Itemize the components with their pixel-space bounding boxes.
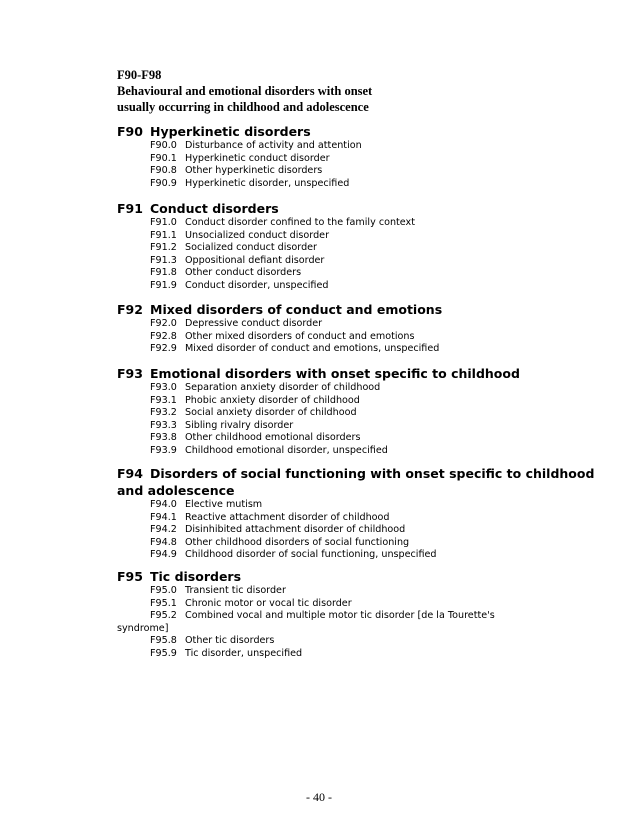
section-title: Mixed disorders of conduct and emotions	[150, 302, 443, 317]
item-label: Hyperkinetic disorder, unspecified	[185, 177, 350, 189]
list-item	[150, 331, 537, 344]
list-item	[150, 585, 537, 598]
section-title: Tic disorders	[150, 569, 242, 584]
section-heading	[117, 568, 537, 585]
item-code: F93.8	[150, 432, 177, 443]
list-item	[150, 598, 537, 611]
section-f92	[117, 301, 537, 356]
item-label: Unsocialized conduct disorder	[185, 229, 330, 241]
item-code: F94.1	[150, 511, 177, 523]
item-label: Reactive attachment disorder of childhood	[185, 511, 390, 523]
list-item	[150, 267, 537, 280]
item-code: F93.0	[150, 382, 177, 393]
item-label: Chronic motor or vocal tic disorder	[185, 597, 352, 609]
item-code: F91.0	[150, 217, 177, 228]
list-item	[150, 512, 537, 525]
code-range: F90-F98	[117, 68, 162, 82]
list-item	[150, 280, 537, 293]
item-label: Hyperkinetic conduct disorder	[185, 152, 330, 164]
item-code: F93.2	[150, 407, 177, 418]
item-label: Conduct disorder confined to the family context	[185, 217, 415, 228]
item-list	[150, 499, 537, 562]
list-item	[150, 407, 537, 420]
item-label: Oppositional defiant disorder	[185, 254, 325, 266]
item-code: F95.1	[150, 597, 177, 609]
document-header	[117, 67, 537, 115]
item-code: F90.9	[150, 177, 177, 189]
section-f93	[117, 365, 537, 457]
item-label: Childhood emotional disorder, unspecified	[185, 444, 388, 456]
section-title: Disorders of social functioning with onset specific to childhood	[150, 466, 595, 481]
section-code: F92	[117, 302, 143, 317]
item-label: Other conduct disorders	[185, 267, 302, 278]
item-code: F93.1	[150, 394, 177, 406]
item-label: Social anxiety disorder of childhood	[185, 407, 357, 418]
list-item	[150, 318, 537, 331]
item-list	[150, 635, 537, 660]
item-code: F91.1	[150, 229, 177, 241]
item-label: Phobic anxiety disorder of childhood	[185, 394, 360, 406]
list-item	[150, 445, 537, 458]
item-code: F95.0	[150, 585, 177, 596]
item-code: F95.2	[150, 610, 177, 621]
section-f95	[117, 568, 537, 660]
list-item	[150, 610, 537, 623]
item-list	[150, 585, 537, 623]
section-title-continued: and adolescence	[117, 483, 235, 498]
section-heading	[117, 123, 537, 140]
list-item	[150, 382, 537, 395]
item-label: Elective mutism	[185, 499, 263, 510]
item-code: F91.9	[150, 279, 177, 291]
item-code: F91.3	[150, 254, 177, 266]
header-title-line1: Behavioural and emotional disorders with onset	[117, 84, 373, 98]
section-heading	[117, 465, 595, 499]
section-code: F90	[117, 124, 143, 139]
list-item	[150, 420, 537, 433]
item-label: Socialized conduct disorder	[185, 242, 318, 253]
item-list	[150, 382, 537, 457]
list-item	[150, 230, 537, 243]
item-label: Childhood disorder of social functioning, unspecified	[185, 549, 437, 560]
section-heading	[117, 301, 537, 318]
section-heading	[117, 200, 537, 217]
item-code: F91.2	[150, 242, 177, 253]
item-label: Other tic disorders	[185, 635, 275, 646]
list-item	[150, 648, 537, 661]
item-code: F93.9	[150, 444, 177, 456]
list-item	[150, 140, 537, 153]
section-title: Emotional disorders with onset specific to childhood	[150, 366, 520, 381]
section-code: F91	[117, 201, 143, 216]
section-title: Conduct disorders	[150, 201, 279, 216]
item-label: Depressive conduct disorder	[185, 318, 323, 329]
item-label: Conduct disorder, unspecified	[185, 279, 329, 291]
list-item	[150, 537, 537, 550]
section-heading	[117, 365, 537, 382]
item-code: F90.8	[150, 165, 177, 176]
list-item	[150, 549, 537, 562]
item-label: Sibling rivalry disorder	[185, 419, 294, 431]
item-code: F94.2	[150, 524, 177, 535]
section-title: Hyperkinetic disorders	[150, 124, 311, 139]
list-item	[150, 255, 537, 268]
section-code: F95	[117, 569, 143, 584]
item-code: F92.9	[150, 343, 177, 354]
item-list	[150, 318, 537, 356]
list-item	[150, 524, 537, 537]
list-item	[150, 242, 537, 255]
list-item	[150, 635, 537, 648]
section-f94	[117, 465, 595, 562]
item-label: Disturbance of activity and attention	[185, 140, 362, 151]
item-label: Combined vocal and multiple motor tic disorder [de la Tourette's	[185, 610, 495, 621]
item-code: F92.8	[150, 330, 177, 342]
list-item	[150, 395, 537, 408]
item-code: F90.0	[150, 140, 177, 151]
item-code: F94.8	[150, 536, 177, 548]
item-label: Transient tic disorder	[185, 585, 286, 596]
item-code: F93.3	[150, 419, 177, 431]
item-code: F91.8	[150, 267, 177, 278]
section-code: F94	[117, 466, 143, 481]
list-item	[150, 165, 537, 178]
item-label: Other childhood disorders of social functioning	[185, 536, 410, 548]
item-label: Mixed disorder of conduct and emotions, unspecified	[185, 343, 440, 354]
item-code: F90.1	[150, 152, 177, 164]
item-label: Other hyperkinetic disorders	[185, 165, 323, 176]
list-item	[150, 343, 537, 356]
list-item	[150, 153, 537, 166]
item-list	[150, 217, 537, 292]
list-item	[150, 432, 537, 445]
item-code: F95.8	[150, 635, 177, 646]
item-label: Tic disorder, unspecified	[185, 647, 303, 659]
list-item	[150, 217, 537, 230]
header-title-line2: usually occurring in childhood and adolescence	[117, 100, 369, 114]
item-label: Disinhibited attachment disorder of childhood	[185, 524, 406, 535]
item-code: F94.0	[150, 499, 177, 510]
page-number: - 40 -	[306, 790, 332, 804]
item-label-continued: syndrome]	[117, 622, 169, 634]
item-code: F92.0	[150, 318, 177, 329]
list-item	[150, 499, 537, 512]
section-f91	[117, 200, 537, 292]
item-label: Separation anxiety disorder of childhood	[185, 382, 381, 393]
section-code: F93	[117, 366, 143, 381]
item-label: Other childhood emotional disorders	[185, 432, 361, 443]
item-code: F94.9	[150, 549, 177, 560]
item-code: F95.9	[150, 647, 177, 659]
section-f90	[117, 123, 537, 190]
list-item	[150, 178, 537, 191]
item-label: Other mixed disorders of conduct and emotions	[185, 330, 415, 342]
item-list	[150, 140, 537, 190]
